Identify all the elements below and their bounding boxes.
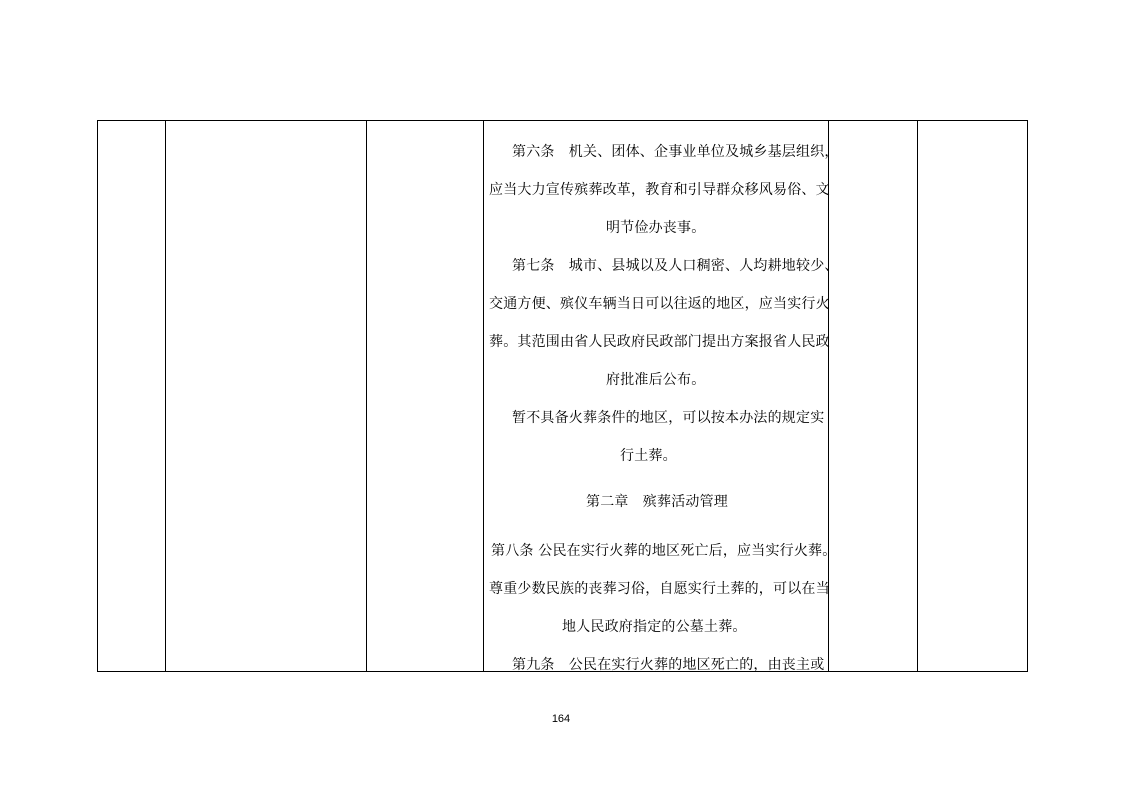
article-6-line-3: 明节俭办丧事。 bbox=[606, 220, 706, 236]
article-8-line-2: 尊重少数民族的丧葬习俗，自愿实行土葬的，可以在当 bbox=[489, 581, 830, 597]
table-column-5 bbox=[829, 121, 918, 671]
article-7-line-1: 第七条 城市、县城以及人口稠密、人均耕地较少、 bbox=[512, 258, 839, 274]
article-9-line-1: 第九条 公民在实行火葬的地区死亡的，由丧主或 bbox=[512, 657, 825, 673]
table-column-6 bbox=[918, 121, 1027, 671]
table-column-3 bbox=[367, 121, 484, 671]
page-number: 164 bbox=[551, 713, 571, 725]
article-7-para2-line-2: 行土葬。 bbox=[620, 448, 677, 464]
article-6-line-2: 应当大力宣传殡葬改革，教育和引导群众移风易俗、文 bbox=[489, 182, 830, 198]
article-8-line-3: 地人民政府指定的公墓土葬。 bbox=[562, 619, 747, 635]
table-column-1 bbox=[98, 121, 166, 671]
table-column-content bbox=[484, 121, 839, 673]
regulation-table bbox=[97, 120, 1028, 672]
table-column-2 bbox=[166, 121, 367, 671]
chapter-2-heading: 第二章 殡葬活动管理 bbox=[586, 494, 728, 510]
article-8-line-1: 第八条 公民在实行火葬的地区死亡后，应当实行火葬。 bbox=[491, 543, 837, 559]
article-7-line-4: 府批准后公布。 bbox=[606, 372, 706, 388]
article-7-line-3: 葬。其范围由省人民政府民政部门提出方案报省人民政 bbox=[489, 334, 830, 350]
article-7-line-2: 交通方便、殡仪车辆当日可以往返的地区，应当实行火 bbox=[489, 296, 830, 312]
article-6-line-1: 第六条 机关、团体、企事业单位及城乡基层组织， bbox=[512, 144, 839, 160]
article-7-para2-line-1: 暂不具备火葬条件的地区，可以按本办法的规定实 bbox=[512, 410, 825, 426]
